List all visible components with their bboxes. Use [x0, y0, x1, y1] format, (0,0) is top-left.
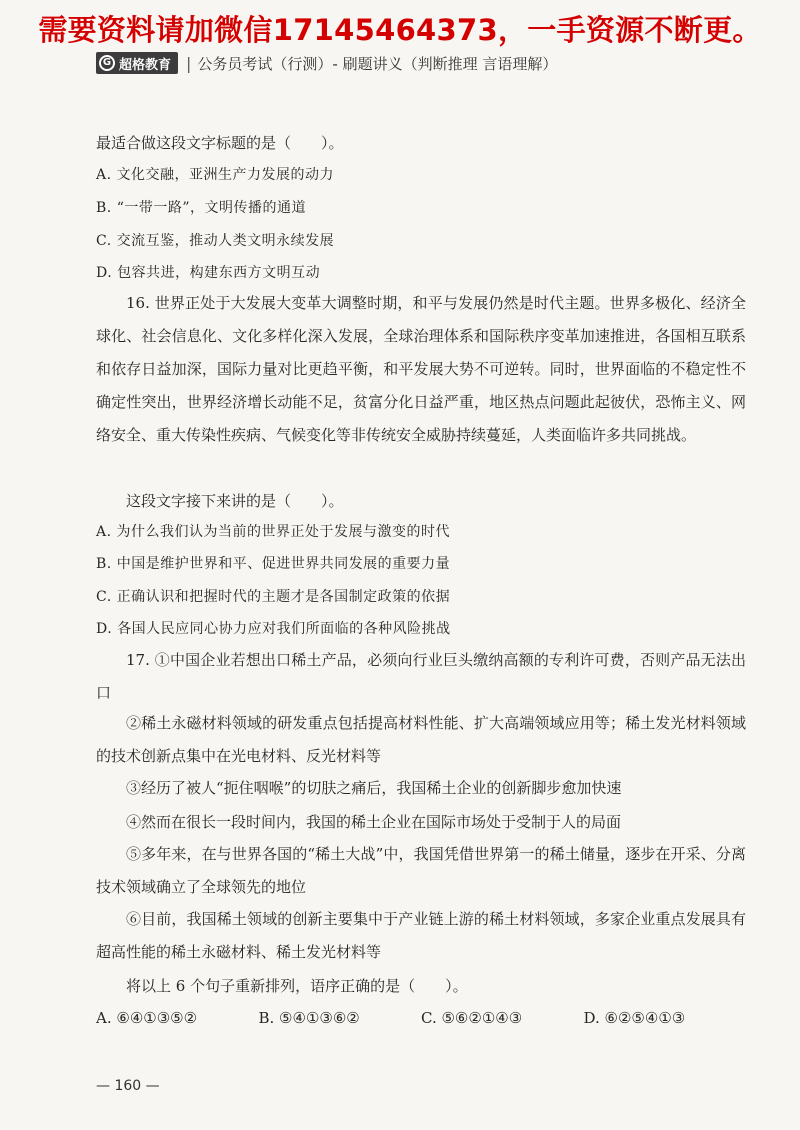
q17-sentence-5: ⑤多年来，在与世界各国的“稀土大战”中，我国凭借世界第一的稀土储量，逐步在开采、分离技术领域确立了全球领先的地位 [96, 845, 746, 896]
logo-g-icon: G [99, 55, 115, 71]
q17-option-a: A. ⑥④①③⑤② [96, 1009, 198, 1027]
q15-option-d: D. 包容共进，构建东西方文明互动 [96, 265, 321, 281]
q17-sentence-1: 17. ①中国企业若想出口稀土产品，必须向行业巨头缴纳高额的专利许可费，否则产品无法出口 [96, 651, 746, 702]
q17-sentence-3: ③经历了被人“扼住咽喉”的切肤之痛后，我国稀土企业的创新脚步愈加快速 [126, 779, 622, 797]
q17-sentence-2: ②稀土永磁材料领域的研发重点包括提高材料性能、扩大高端领域应用等；稀土发光材料领域的技术创新点集中在光电材料、反光材料等 [96, 714, 746, 765]
q15-option-a: A. 文化交融，亚洲生产力发展的动力 [96, 167, 335, 183]
header-title: 公务员考试（行测）- 刷题讲义（判断推理 言语理解） [197, 54, 558, 73]
q16-passage: 16. 世界正处于大发展大变革大调整时期，和平与发展仍然是时代主题。世界多极化、经济全球化、社会信息化、文化多样化深入发展，全球治理体系和国际秩序变革加速推进，各国相互联系和依存日益加深，国际力量对比更趋平衡，和平发展大势不可逆转。同时，世界面临的不稳定性不确定性突出，世界经济增长动能不足，贫富分化日益严重，地区热点问题此起彼伏，恐怖主义、网络安全、重大传染性疾病、气候变化等非传统安全威胁持续蔓延，人类面临许多共同挑战。 [96, 294, 746, 444]
q17-stem: 将以上 6 个句子重新排列，语序正确的是（ ）。 [126, 977, 468, 995]
q17-sentence-6: ⑥目前，我国稀土领域的创新主要集中于产业链上游的稀土材料领域，多家企业重点发展具有超高性能的稀土永磁材料、稀土发光材料等 [96, 910, 746, 961]
q16-option-a: A. 为什么我们认为当前的世界正处于发展与激变的时代 [96, 524, 451, 540]
q17-option-d: D. ⑥②⑤④①③ [583, 1009, 686, 1027]
q16-option-c: C. 正确认识和把握时代的主题才是各国制定政策的依据 [96, 589, 451, 605]
q17-options [96, 1009, 746, 1027]
q16-stem: 这段文字接下来讲的是（ ）。 [126, 492, 344, 510]
q17-option-c: C. ⑤⑥②①④③ [421, 1009, 523, 1027]
header-separator: | [186, 53, 192, 73]
publisher-logo [96, 52, 178, 74]
q17-option-b: B. ⑤④①③⑥② [258, 1009, 360, 1027]
q15-option-b: B. “一带一路”，文明传播的通道 [96, 200, 307, 216]
page-number: — 160 — [96, 1078, 160, 1094]
logo-text: 超格教育 [119, 57, 172, 73]
q17-sentence-4: ④然而在很长一段时间内，我国的稀土企业在国际市场处于受制于人的局面 [126, 813, 622, 831]
q15-option-c: C. 交流互鉴，推动人类文明永续发展 [96, 233, 335, 249]
q15-stem: 最适合做这段文字标题的是（ ）。 [96, 134, 344, 152]
q16-option-b: B. 中国是维护世界和平、促进世界共同发展的重要力量 [96, 556, 451, 572]
running-header [96, 50, 557, 76]
watermark-banner: 需要资料请加微信17145464373，一手资源不断更。 [38, 13, 762, 47]
q16-option-d: D. 各国人民应同心协力应对我们所面临的各种风险挑战 [96, 621, 451, 637]
